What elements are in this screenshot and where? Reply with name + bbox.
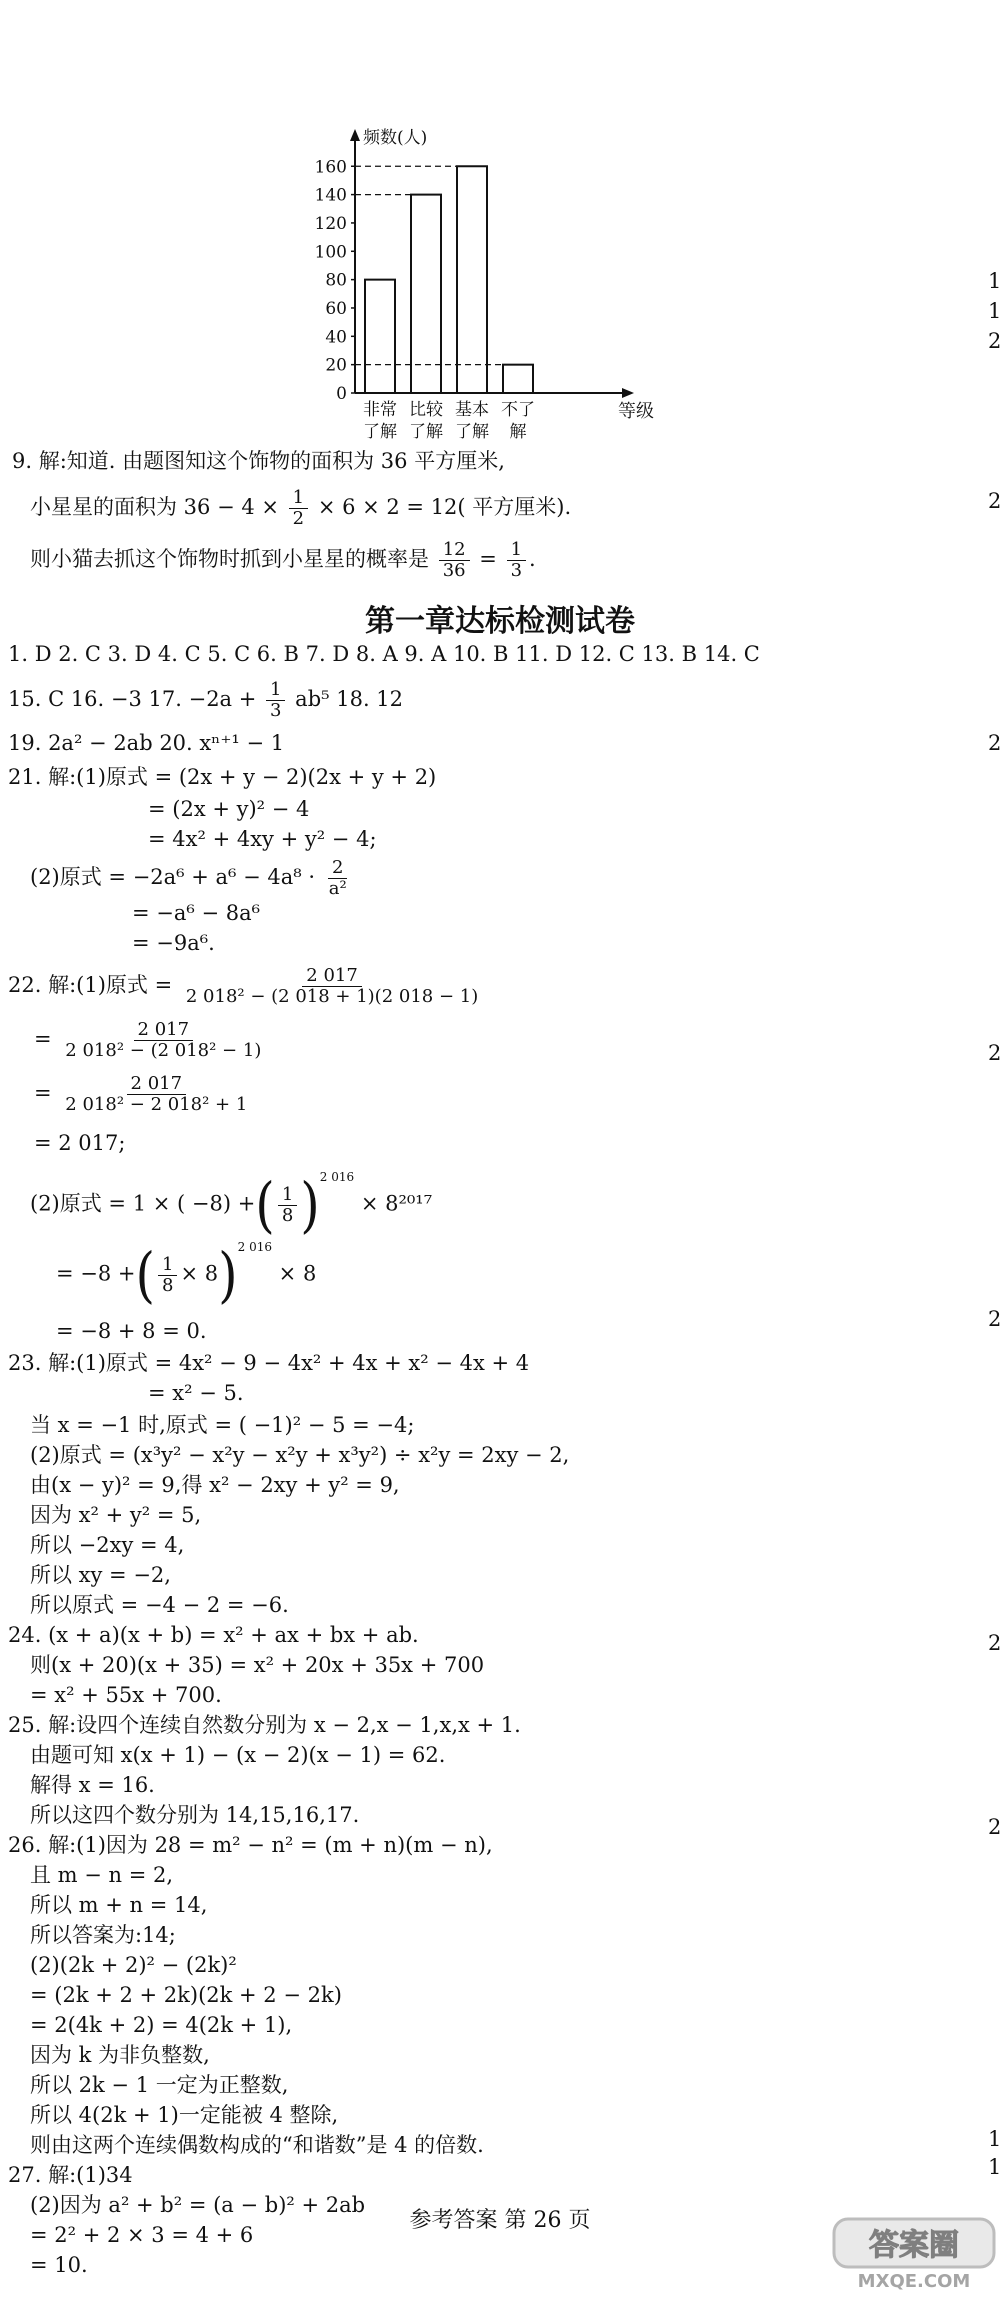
category-label: 了解 xyxy=(455,422,489,442)
category-label: 比较 xyxy=(409,400,443,420)
mc-answers-row-2: 15. C 16. −3 17. −2a + $\frac{1}{3}$ ab⁵ 18. 12 xyxy=(8,679,404,721)
y-tick-label: 160 xyxy=(314,157,347,178)
q9-line-1: 9. 解:知道. 由题图知这个饰物的面积为 36 平方厘米, xyxy=(12,449,505,473)
margin-mark: 1 xyxy=(988,2127,1001,2151)
margin-mark: 2 xyxy=(988,731,1001,755)
fraction: $\frac{2 017}{\text{2 018² − 2 018² + 1}}$ xyxy=(65,1073,248,1115)
q26-line: (2)(2k + 2)² − (2k)² xyxy=(30,1953,237,1977)
margin-mark: 1 xyxy=(988,2155,1001,2179)
q21-line: = −9a⁶. xyxy=(132,931,215,955)
q9-line-2: 小星星的面积为 36 − 4 × $\frac{1}{2}$ × 6 × 2 = 12( 平方厘米). xyxy=(30,487,572,529)
category-label: 解 xyxy=(509,422,527,442)
category-label: 非常 xyxy=(363,400,397,420)
q21-line: = 4x² + 4xy + y² − 4; xyxy=(148,827,377,851)
q21-line: = −a⁶ − 8a⁶ xyxy=(132,901,261,925)
frequency-bar-chart xyxy=(300,125,680,455)
q23-line: 当 x = −1 时,原式 = ( −1)² − 5 = −4; xyxy=(30,1413,415,1437)
q26-line: 26. 解:(1)因为 28 = m² − n² = (m + n)(m − n), xyxy=(8,1833,493,1857)
q24-line: 24. (x + a)(x + b) = x² + ax + bx + ab. xyxy=(8,1623,419,1647)
q22-line: = −8 +( $\frac{1}{8}$ × 8)$^{2 016}$ × 8 xyxy=(56,1239,317,1310)
margin-mark: 2 xyxy=(988,489,1001,513)
q26-line: 所以 m + n = 14, xyxy=(30,1893,208,1917)
y-tick-label: 60 xyxy=(325,298,347,319)
fraction: $\frac{2}{\text{a²}}$ xyxy=(328,857,347,899)
q24-line: 则(x + 20)(x + 35) = x² + 20x + 35x + 700 xyxy=(30,1653,485,1677)
fraction: $\frac{1}{8}$ xyxy=(158,1255,177,1296)
q22-line: = $\frac{2 017}{\text{2 018² − 2 018² + 1}}$ xyxy=(34,1074,254,1115)
q22-line: 22. 解:(1)原式 = $\frac{2 017}{\text{2 018² − (2 018 + 1)(2 018 − 1)}}$ xyxy=(8,966,485,1007)
x-axis-title: 等级 xyxy=(618,401,654,422)
mc-answers-row-1: 1. D 2. C 3. D 4. C 5. C 6. B 7. D 8. A 9. A 10. B 11. D 12. C 13. B 14. C xyxy=(8,642,760,666)
q25-line: 解得 x = 16. xyxy=(30,1773,155,1797)
bar xyxy=(365,280,395,393)
fraction: $\frac{2 017}{\text{2 018² − (2 018 + 1)(2 018 − 1)}}$ xyxy=(185,965,479,1007)
fraction: $\frac{12}{36}$ xyxy=(439,540,470,581)
bar xyxy=(411,195,441,393)
watermark-text: 答案圈 xyxy=(869,2228,959,2263)
q23-line: 由(x − y)² = 9,得 x² − 2xy + y² = 9, xyxy=(30,1473,400,1497)
watermark-url: MXQE.COM xyxy=(857,2271,971,2292)
q22-line: = 2 017; xyxy=(34,1131,126,1155)
q22-line: = $\frac{2 017}{\text{2 018² − (2 018² − 1)}}$ xyxy=(34,1020,268,1061)
x-axis-arrow xyxy=(622,388,634,398)
section-title: 第一章达标检测试卷 xyxy=(365,604,635,639)
q27-line: = 2² + 2 × 3 = 4 + 6 xyxy=(30,2223,254,2247)
q26-line: 所以答案为:14; xyxy=(30,1923,176,1947)
fraction: $\frac{1}{8}$ xyxy=(278,1185,297,1226)
category-label: 不了 xyxy=(501,400,535,420)
q9-line-3: 则小猫去抓这个饰物时抓到小星星的概率是 $\frac{12}{36}$ = $\frac{1}{3}$ . xyxy=(30,539,536,581)
q22-line: = −8 + 8 = 0. xyxy=(56,1319,207,1343)
q26-line: 所以 4(2k + 1)一定能被 4 整除, xyxy=(30,2103,339,2127)
q22-line: (2)原式 = 1 × ( −8) +( $\frac{1}{8}$ )$^{2 016}$ × 8²⁰¹⁷ xyxy=(30,1169,433,1240)
margin-mark: 1 xyxy=(988,269,1001,293)
margin-mark: 2 xyxy=(988,1307,1001,1331)
category-label: 了解 xyxy=(363,422,397,442)
y-tick-label: 40 xyxy=(325,327,347,348)
margin-mark: 2 xyxy=(988,1815,1001,1839)
y-tick-label: 140 xyxy=(314,185,347,206)
q27-line: 27. 解:(1)34 xyxy=(8,2163,133,2187)
mc-answers-row-3: 19. 2a² − 2ab 20. xⁿ⁺¹ − 1 xyxy=(8,731,285,755)
q23-line: = x² − 5. xyxy=(148,1381,244,1405)
q23-line: 所以 −2xy = 4, xyxy=(30,1533,185,1557)
q27-line: (2)因为 a² + b² = (a − b)² + 2ab xyxy=(30,2193,366,2217)
y-tick-label: 80 xyxy=(325,270,347,291)
fraction: $\frac{2 017}{\text{2 018² − (2 018² − 1)}}$ xyxy=(65,1019,262,1061)
fraction: $\frac{1}{3}$ xyxy=(266,680,285,721)
watermark-logo xyxy=(830,2215,998,2293)
y-tick-label: 0 xyxy=(336,384,347,404)
q23-line: 所以原式 = −4 − 2 = −6. xyxy=(30,1593,289,1617)
bar xyxy=(503,365,533,393)
q26-line: 因为 k 为非负整数, xyxy=(30,2043,210,2067)
q23-line: 因为 x² + y² = 5, xyxy=(30,1503,202,1527)
q26-line: = (2k + 2 + 2k)(2k + 2 − 2k) xyxy=(30,1983,342,2007)
y-axis-title: 频数(人) xyxy=(363,128,428,148)
category-label: 基本 xyxy=(455,400,489,420)
y-tick-label: 20 xyxy=(325,355,347,376)
bar xyxy=(457,166,487,393)
q23-line: (2)原式 = (x³y² − x²y − x²y + x³y²) ÷ x²y = 2xy − 2, xyxy=(30,1443,570,1467)
q26-line: 所以 2k − 1 一定为正整数, xyxy=(30,2073,289,2097)
q21-line: (2)原式 = −2a⁶ + a⁶ − 4a⁸ · $\frac{2}{\text{a²}}$ xyxy=(30,858,354,899)
margin-mark: 2 xyxy=(988,1631,1001,1655)
q23-line: 所以 xy = −2, xyxy=(30,1563,171,1587)
q26-line: 则由这两个连续偶数构成的“和谐数”是 4 的倍数. xyxy=(30,2133,484,2157)
q21-line: = (2x + y)² − 4 xyxy=(148,797,310,821)
q25-line: 由题可知 x(x + 1) − (x − 2)(x − 1) = 62. xyxy=(30,1743,446,1767)
margin-mark: 2 xyxy=(988,329,1001,353)
q27-line: = 10. xyxy=(30,2253,88,2277)
q26-line: 且 m − n = 2, xyxy=(30,1863,174,1887)
y-axis-arrow xyxy=(350,129,360,141)
q21-line: 21. 解:(1)原式 = (2x + y − 2)(2x + y + 2) xyxy=(8,765,437,789)
margin-mark: 2 xyxy=(988,1041,1001,1065)
q25-line: 25. 解:设四个连续自然数分别为 x − 2,x − 1,x,x + 1. xyxy=(8,1713,521,1737)
fraction: $\frac{1}{3}$ xyxy=(507,540,526,581)
q24-line: = x² + 55x + 700. xyxy=(30,1683,222,1707)
margin-mark: 1 xyxy=(988,299,1001,323)
fraction: $\frac{1}{2}$ xyxy=(289,488,308,529)
y-tick-label: 120 xyxy=(314,213,347,234)
y-tick-label: 100 xyxy=(314,242,347,263)
page-footer: 参考答案 第 26 页 xyxy=(409,2208,591,2233)
q25-line: 所以这四个数分别为 14,15,16,17. xyxy=(30,1803,360,1827)
category-label: 了解 xyxy=(409,422,443,442)
q26-line: = 2(4k + 2) = 4(2k + 1), xyxy=(30,2013,293,2037)
q23-line: 23. 解:(1)原式 = 4x² − 9 − 4x² + 4x + x² − 4x + 4 xyxy=(8,1351,530,1375)
